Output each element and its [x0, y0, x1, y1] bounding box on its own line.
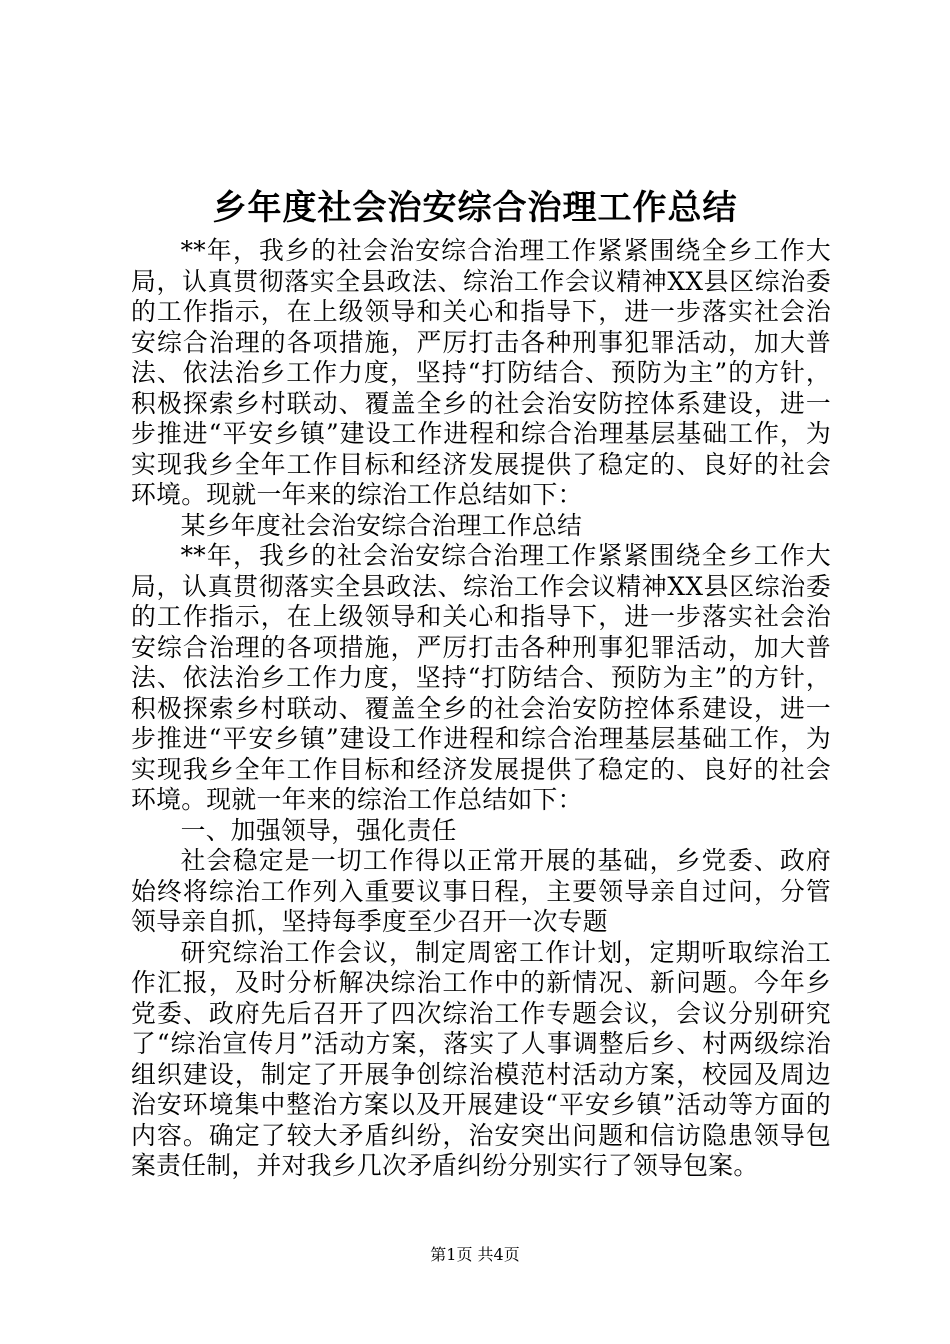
paragraph-subtitle: 某乡年度社会治安综合治理工作总结 [180, 510, 583, 540]
paragraph-stability: 社会稳定是一切工作得以正常开展的基础，乡党委、政府始终将综治工作列入重要议事日程，主要领导亲自过问，分管领导亲自抓，坚持每季度至少召开一次专题 [131, 846, 831, 936]
document-title: 乡年度社会治安综合治理工作总结 [212, 188, 738, 228]
section-heading-leadership: 一、加强领导，强化责任 [180, 815, 457, 845]
paragraph-intro-repeat: **年，我乡的社会治安综合治理工作紧紧围绕全乡工作大局，认真贯彻落实全县政法、综治工作会议精神XX县区综治委的工作指示，在上级领导和关心和指导下，进一步落实社会治安综合治理的各项措施，严厉打击各种刑事犯罪活动，加大普法、依法治乡工作力度，坚持“打防结合、预防为主”的方针，积极探索乡村联动、覆盖全乡的社会治安防控体系建设，进一步推进“平安乡镇”建设工作进程和综合治理基层基础工作，为实现我乡全年工作目标和经济发展提供了稳定的、良好的社会环境。现就一年来的综治工作总结如下： [131, 541, 831, 814]
paragraph-intro: **年，我乡的社会治安综合治理工作紧紧围绕全乡工作大局，认真贯彻落实全县政法、综治工作会议精神XX县区综治委的工作指示，在上级领导和关心和指导下，进一步落实社会治安综合治理的各项措施，严厉打击各种刑事犯罪活动，加大普法、依法治乡工作力度，坚持“打防结合、预防为主”的方针，积极探索乡村联动、覆盖全乡的社会治安防控体系建设，进一步推进“平安乡镇”建设工作进程和综合治理基层基础工作，为实现我乡全年工作目标和经济发展提供了稳定的、良好的社会环境。现就一年来的综治工作总结如下： [131, 236, 831, 509]
paragraph-meetings: 研究综治工作会议，制定周密工作计划，定期听取综治工作汇报，及时分析解决综治工作中的新情况、新问题。今年乡党委、政府先后召开了四次综治工作专题会议，会议分别研究了“综治宣传月”活动方案，落实了人事调整后乡、村两级综治组织建设，制定了开展争创综治模范村活动方案，校园及周边治安环境集中整治方案以及开展建设“平安乡镇”活动等方面的内容。确定了较大矛盾纠纷，治安突出问题和信访隐患领导包案责任制，并对我乡几次矛盾纠纷分别实行了领导包案。 [131, 937, 831, 1180]
document-body [131, 236, 831, 1182]
page-number-footer: 第1页 共4页 [430, 1245, 520, 1264]
